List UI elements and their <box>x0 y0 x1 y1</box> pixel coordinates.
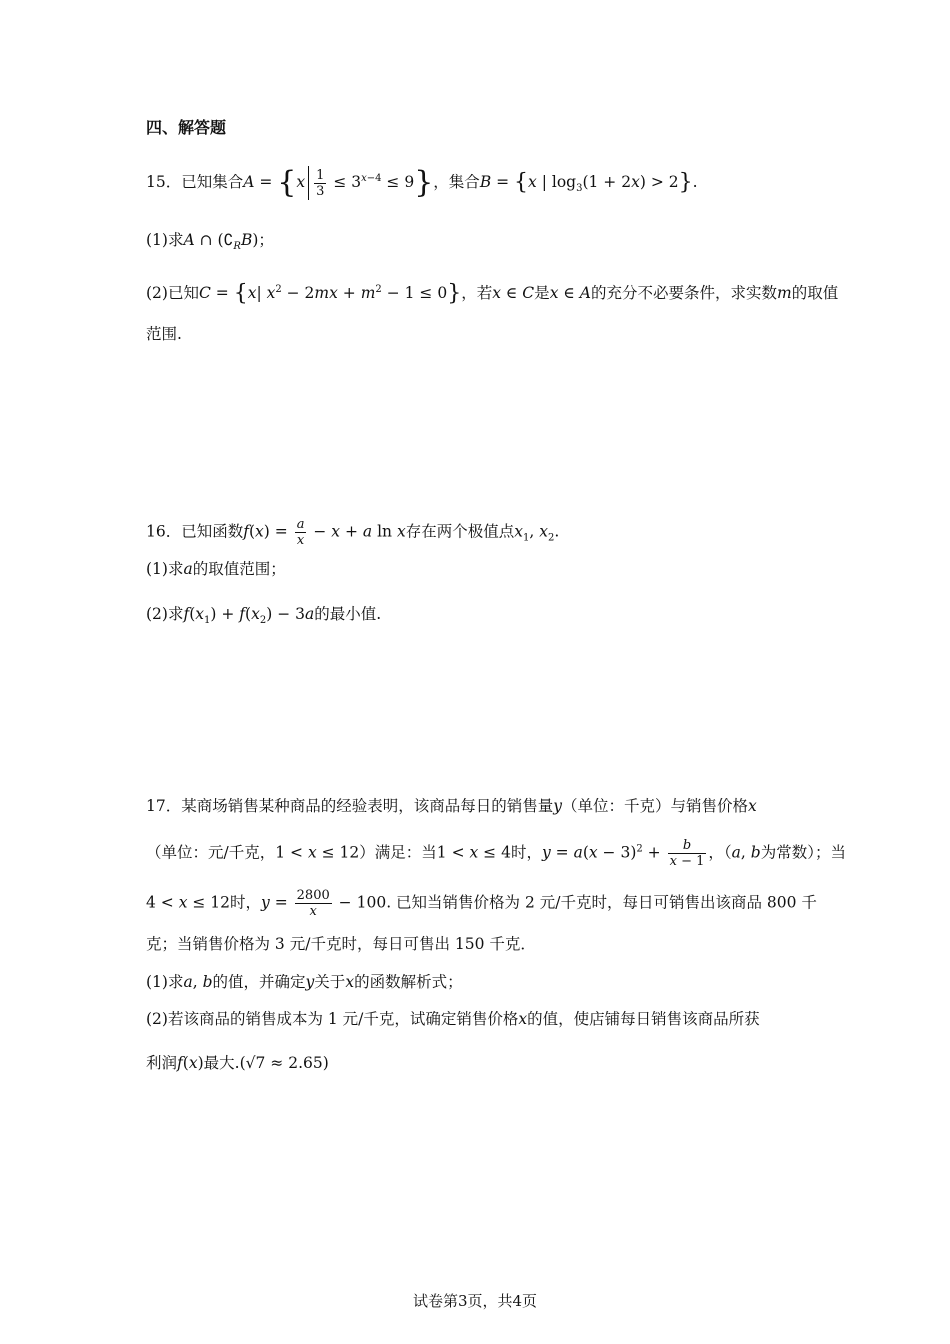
q16-part1: (1)求a的取值范围； <box>146 560 286 578</box>
q16-part2: (2)求$f(x_1) + f(x_2) - 3a$的最小值. <box>146 605 382 627</box>
q15-line1: 15．已知集合A = {x $\frac{1}{3}$ ≤ $3^{x-4} \le 9$}，集合B = {x | $\log_3(1 + 2x) > 2$}. <box>146 165 698 200</box>
q16-line1: 16．已知函数f(x) = $\frac{a}{x}$ − x + a ln x存在两个极值点$x_1$, $x_2$. <box>146 517 560 548</box>
q17-part2: (2)若该商品的销售成本为 1 元/千克，试确定销售价格x的值，使店铺每日销售该商品所获 <box>146 1010 760 1028</box>
q17-line4: 克；当销售价格为 3 元/千克时，每日可售出 150 千克． <box>146 935 536 953</box>
page-footer: 试卷第3页，共4页 <box>412 1292 538 1310</box>
q15-part1: (1)求A ∩ $(∁_RB)$； <box>146 231 274 253</box>
q15-part2-cont: 范围. <box>146 325 182 343</box>
q17-part2-cont: 利润f(x)最大.(√7 ≈ 2.65) <box>146 1054 329 1072</box>
q15-part2: (2)已知C = {x| $x^2 - 2mx + m^2 - 1 \le 0$}，若x ∈ C是x ∈ A的充分不必要条件，求实数m的取值 <box>146 281 839 307</box>
q17-line3: 4 < x ≤ 12时，y = $\frac{2800}{x}$ − 100. 已知当销售价格为 2 元/千克时，每日可销售出该商品 800 千 <box>146 888 817 919</box>
q17-line1: 17．某商场销售某种商品的经验表明，该商品每日的销售量y（单位：千克）与销售价格x <box>146 797 757 815</box>
q17-line2: （单位：元/千克，1 < x ≤ 12）满足：当1 < x ≤ 4时，$y = a(x - 3)^2$ + $\frac{b}{x - 1}$ ，（a, b为常数）；当 <box>146 838 846 869</box>
section-title: 四、解答题 <box>146 118 227 137</box>
q17-part1: (1)求a, b的值，并确定y关于x的函数解析式； <box>146 973 463 991</box>
